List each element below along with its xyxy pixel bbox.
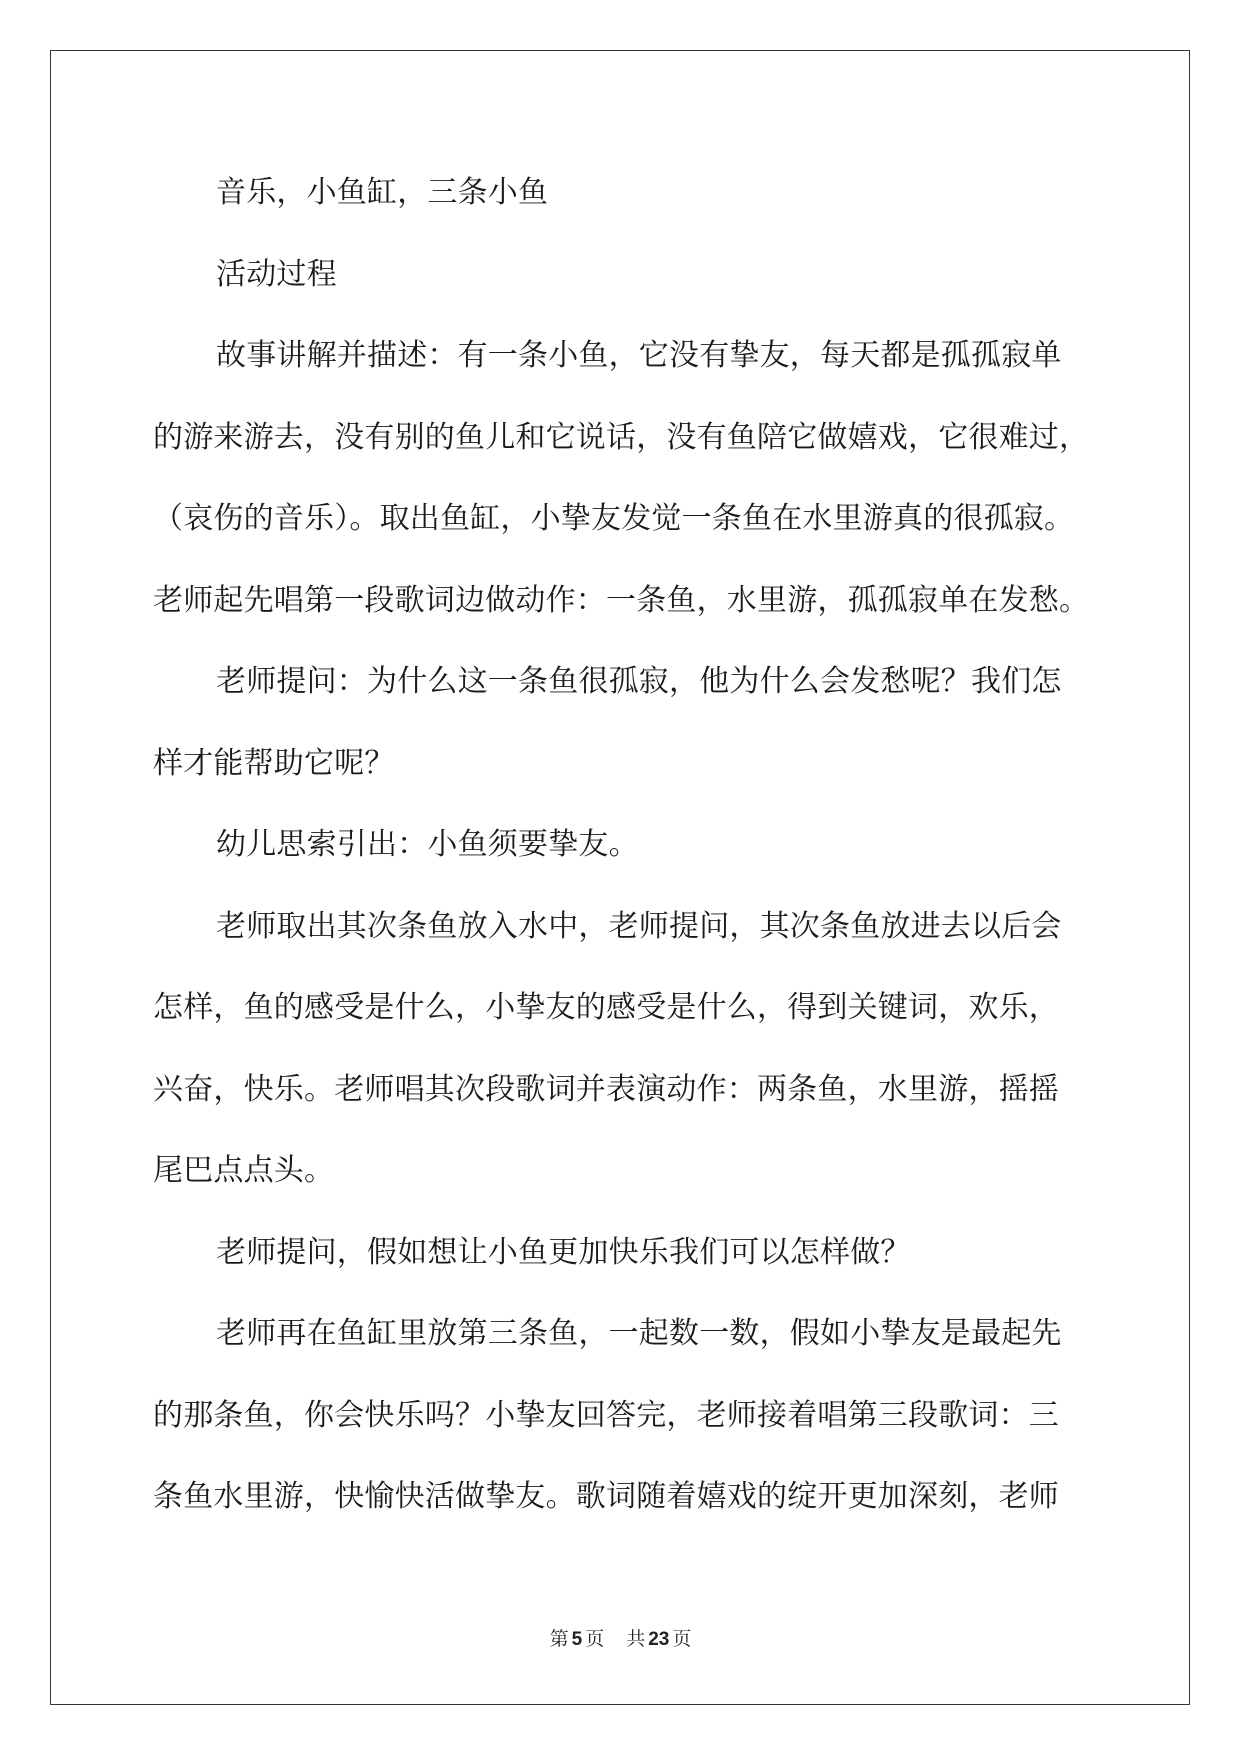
total-prefix: 共 [626,1628,646,1650]
paragraph-line: 老师再在鱼缸里放第三条鱼，一起数一数，假如小挚友是最起先 [216,1316,1062,1351]
paragraph-line: （哀伤的音乐）。取出鱼缸，小挚友发觉一条鱼在水里游真的很孤寂。 [153,501,1075,536]
paragraph-line: 样才能帮助它呢？ [153,745,395,781]
page-prefix: 第 [549,1628,569,1650]
paragraph-line: 的游来游去，没有别的鱼儿和它说话，没有鱼陪它做嬉戏，它很难过， [153,419,1090,455]
paragraph-line: 幼儿思索引出：小鱼须要挚友。 [216,827,639,862]
total-pages: 23 [648,1629,670,1650]
paragraph-line: 音乐，小鱼缸，三条小鱼 [216,175,549,210]
paragraph-line: 怎样，鱼的感受是什么，小挚友的感受是什么，得到关键词，欢乐， [153,990,1059,1025]
paragraph-line: 的那条鱼，你会快乐吗？小挚友回答完，老师接着唱第三段歌词：三 [153,1397,1059,1433]
paragraph-line: 老师取出其次条鱼放入水中，老师提问，其次条鱼放进去以后会 [216,908,1062,944]
page-suffix: 页 [585,1628,605,1650]
page-footer [0,1626,1241,1653]
section-heading: 活动过程 [216,256,337,292]
paragraph-line: 尾巴点点头。 [153,1153,335,1188]
paragraph-line: 条鱼水里游，快愉快活做挚友。歌词随着嬉戏的绽开更加深刻，老师 [153,1479,1059,1514]
paragraph-line: 老师提问，假如想让小鱼更加快乐我们可以怎样做？ [216,1234,911,1270]
total-suffix: 页 [672,1628,692,1650]
paragraph-line: 老师提问：为什么这一条鱼很孤寂，他为什么会发愁呢？我们怎 [216,664,1062,699]
page-number: 5 [571,1629,583,1650]
document-body [153,152,1133,1538]
paragraph-line: 老师起先唱第一段歌词边做动作：一条鱼，水里游，孤孤寂单在发愁。 [153,582,1090,618]
paragraph-line: 故事讲解并描述：有一条小鱼，它没有挚友，每天都是孤孤寂单 [216,338,1062,373]
paragraph-line: 兴奋，快乐。老师唱其次段歌词并表演动作：两条鱼，水里游，摇摇 [153,1071,1059,1107]
